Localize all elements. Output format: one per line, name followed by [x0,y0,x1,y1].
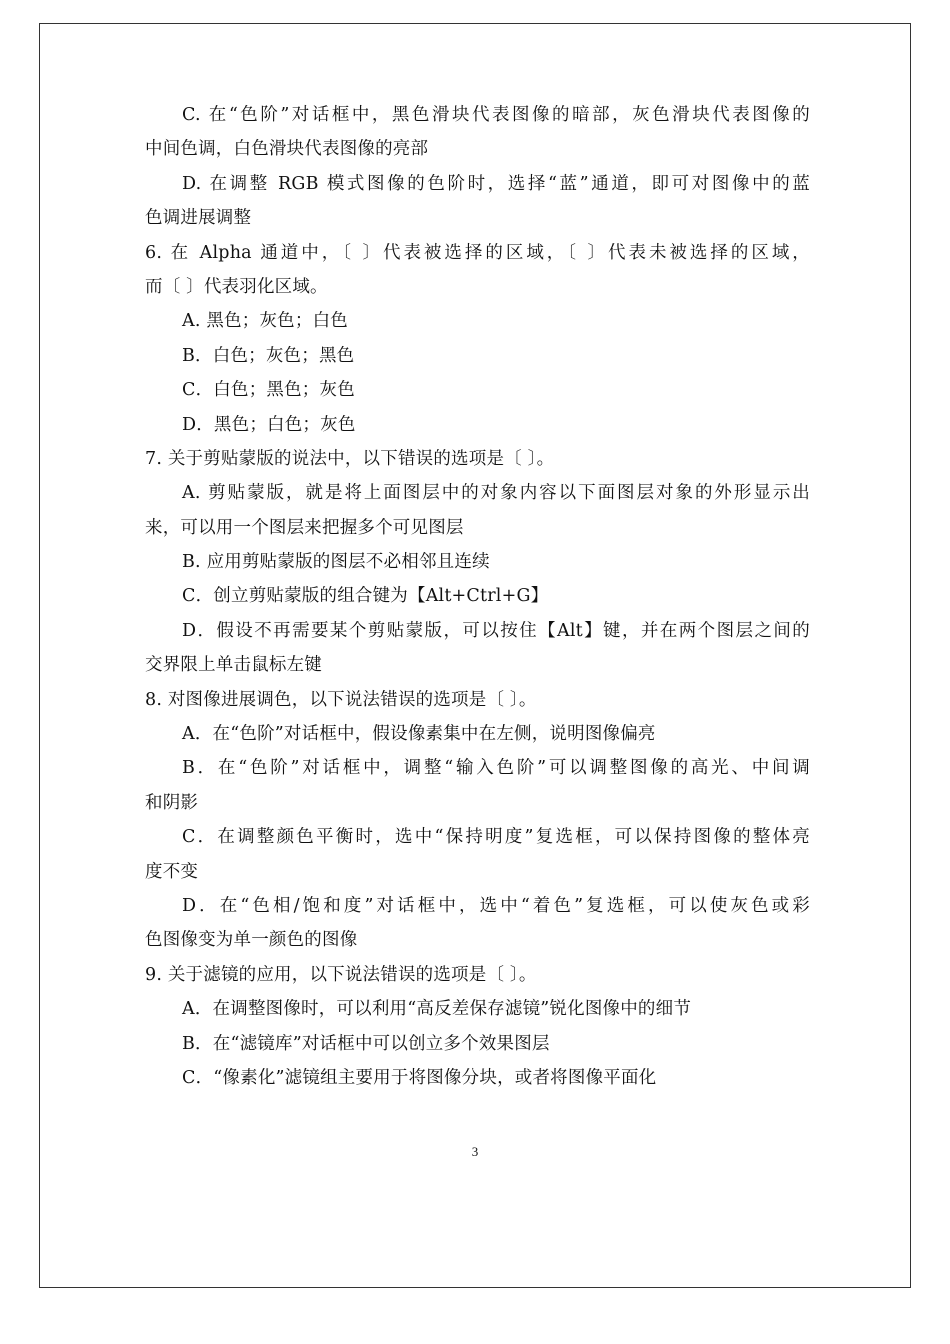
document-body [145,98,810,1095]
option-c-line-2: 中间色调，白色滑块代表图像的亮部 [145,139,429,160]
question-9-option-b: B．在“滤镜库”对话框中可以创立多个效果图层 [182,1033,550,1054]
question-7-option-b: B. 应用剪贴蒙版的图层不必相邻且连续 [182,552,490,573]
question-7-stem: 7. 关于剪贴蒙版的说法中，以下错误的选项是〔 〕。 [145,448,555,469]
question-8-option-d-line-1: D．在“色相/饱和度”对话框中，选中“着色”复选框，可以使灰色或彩 [182,895,810,916]
question-7-option-d-line-1: D．假设不再需要某个剪贴蒙版，可以按住【Alt】键，并在两个图层之间的 [182,620,810,641]
question-6-line-1: 6. 在 Alpha 通道中，〔 〕代表被选择的区域，〔 〕代表未被选择的区域， [145,242,810,263]
question-6-option-d: D．黑色；白色；灰色 [182,414,356,435]
question-6-option-c: C．白色；黑色；灰色 [182,380,355,401]
question-9-stem: 9. 关于滤镜的应用，以下说法错误的选项是〔 〕。 [145,964,537,985]
question-8-option-b-line-1: B．在“色阶”对话框中，调整“输入色阶”可以调整图像的高光、中间调 [182,758,810,779]
question-7-option-a-line-1: A. 剪贴蒙版，就是将上面图层中的对象内容以下面图层对象的外形显示出 [182,483,810,504]
page-number: 3 [471,1144,479,1159]
option-c-line-1: C. 在“色阶”对话框中，黑色滑块代表图像的暗部，灰色滑块代表图像的 [182,105,810,125]
question-6-option-b: B．白色；灰色；黑色 [182,345,355,366]
question-8-option-b-line-2: 和阴影 [145,792,199,813]
question-7-option-c: C．创立剪贴蒙版的组合键为【Alt+Ctrl+G】 [182,586,549,607]
question-6-option-a: A. 黑色；灰色；白色 [182,311,348,332]
question-7-option-d-line-2: 交界限上单击鼠标左键 [145,655,322,676]
question-8-option-c-line-2: 度不变 [145,861,199,882]
question-9-option-c: C．“像素化”滤镜组主要用于将图像分块，或者将图像平面化 [182,1067,657,1088]
question-9-option-a: A．在调整图像时，可以利用“高反差保存滤镜”锐化图像中的细节 [182,999,692,1020]
question-8-stem: 8. 对图像进展调色，以下说法错误的选项是〔 〕。 [145,689,537,710]
question-8-option-a: A．在“色阶”对话框中，假设像素集中在左侧，说明图像偏亮 [182,724,656,745]
option-d-line-1: D. 在调整 RGB 模式图像的色阶时，选择“蓝”通道，即可对图像中的蓝 [182,173,810,194]
question-6-line-2: 而〔 〕代表羽化区域。 [145,276,328,297]
question-8-option-d-line-2: 色图像变为单一颜色的图像 [145,930,358,951]
option-d-line-2: 色调进展调整 [145,208,252,229]
question-8-option-c-line-1: C．在调整颜色平衡时，选中“保持明度”复选框，可以保持图像的整体亮 [182,827,810,848]
question-7-option-a-line-2: 来，可以用一个图层来把握多个可见图层 [145,517,464,538]
